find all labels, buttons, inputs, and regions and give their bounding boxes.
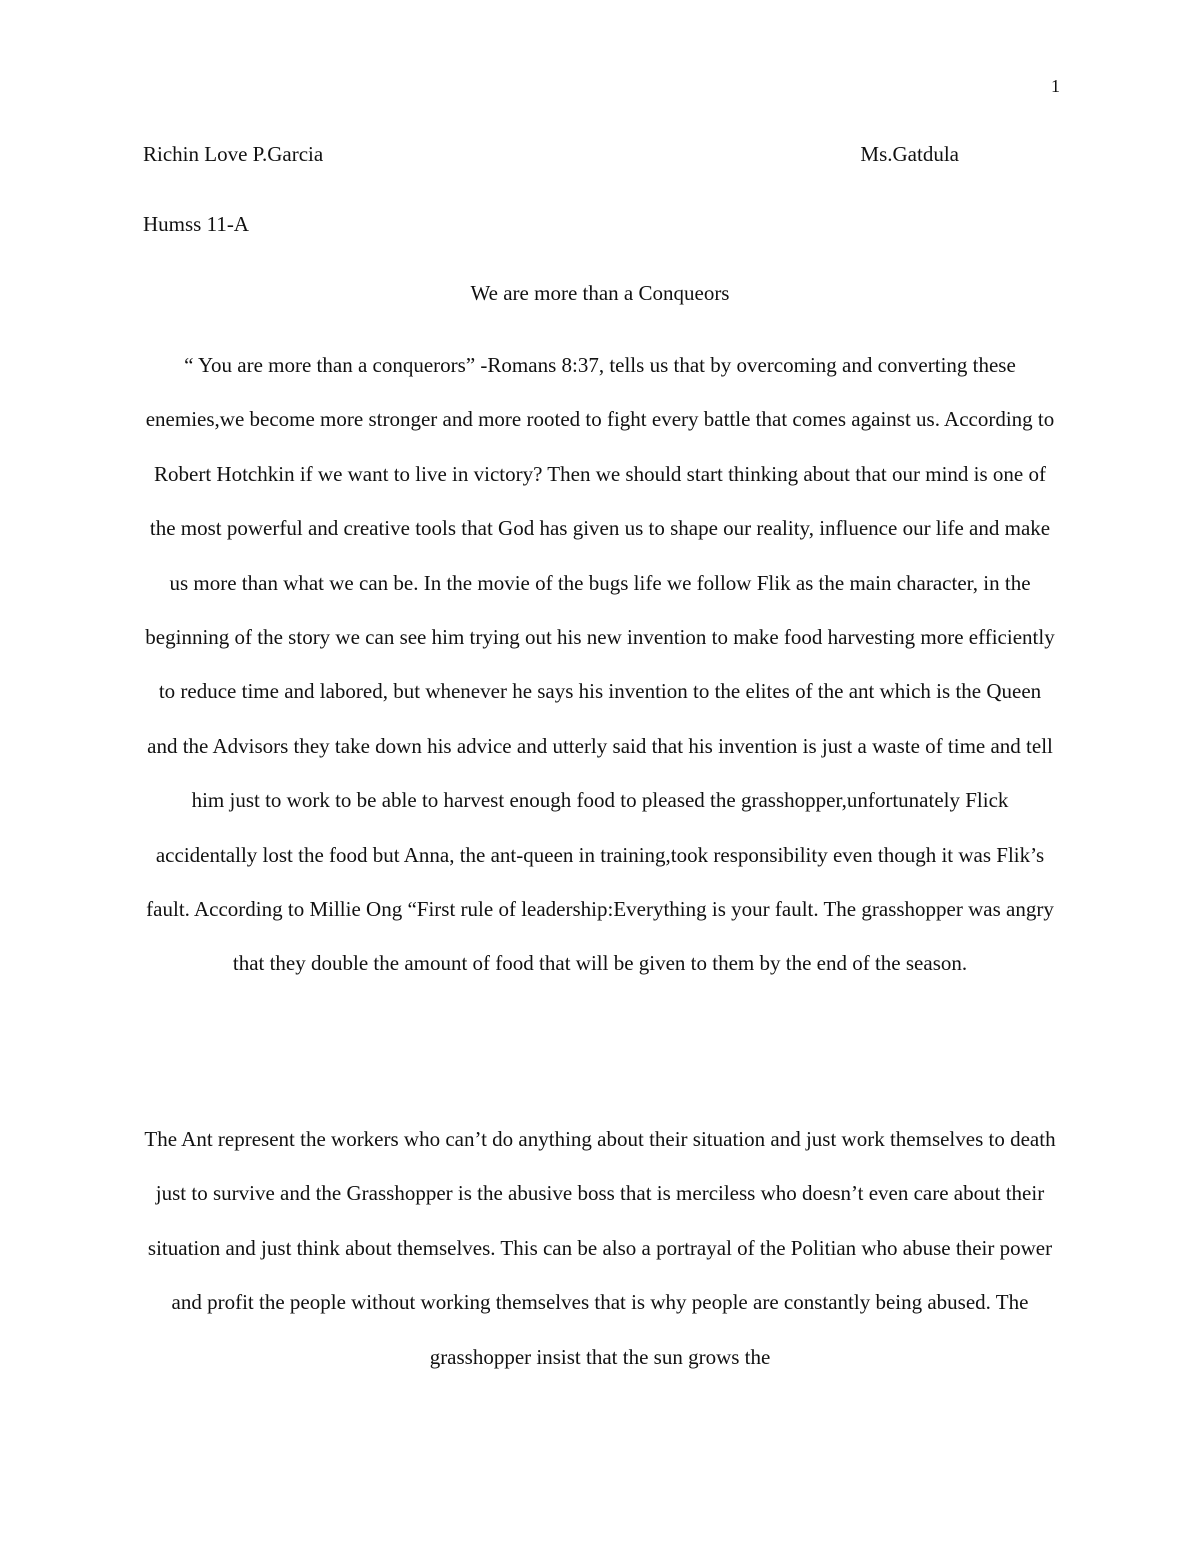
paragraph-1: “ You are more than a conquerors” -Romans 8:37, tells us that by overcoming and converting these enemies,we become more stronger and more rooted to fight every battle that comes against us. According to Robert Hotchkin if we want to live in victory? Then we should start thinking about that our mind is one of the most powerful and creative tools that God has given us to shape our reality, influence our life and make us more than what we can be. In the movie of the bugs life we follow Flik as the main character, in the beginning of the story we can see him trying out his new invention to make food harvesting more efficiently to reduce time and labored, but whenever he says his invention to the elites of the ant which is the Queen and the Advisors they take down his advice and utterly said that his invention is just a waste of time and tell him just to work to be able to harvest enough food to pleased the grasshopper,unfortunately Flick accidentally lost the food but Anna, the ant-queen in training,took responsibility even though it was Flik’s fault. According to Millie Ong “First rule of leadership:Everything is your fault. The grasshopper was angry that they double the amount of food that will be given to them by the end of the season. xyxy=(145,353,1055,976)
header-row xyxy=(143,142,959,167)
essay-title: We are more than a Conqueors xyxy=(470,281,730,305)
teacher-name: Ms.Gatdula xyxy=(860,142,959,166)
class-section: Humss 11-A xyxy=(143,212,249,236)
student-name: Richin Love P.Garcia xyxy=(143,142,324,166)
page-number: 1 xyxy=(1051,76,1060,96)
paragraph-2: The Ant represent the workers who can’t do anything about their situation and just work themselves to death just to survive and the Grasshopper is the abusive boss that is merciless who doesn’t even care about their situation and just think about themselves. This can be also a portrayal of the Politian who abuse their power and profit the people without working themselves that is why people are constantly being abused. The grasshopper insist that the sun grows the xyxy=(144,1127,1056,1369)
